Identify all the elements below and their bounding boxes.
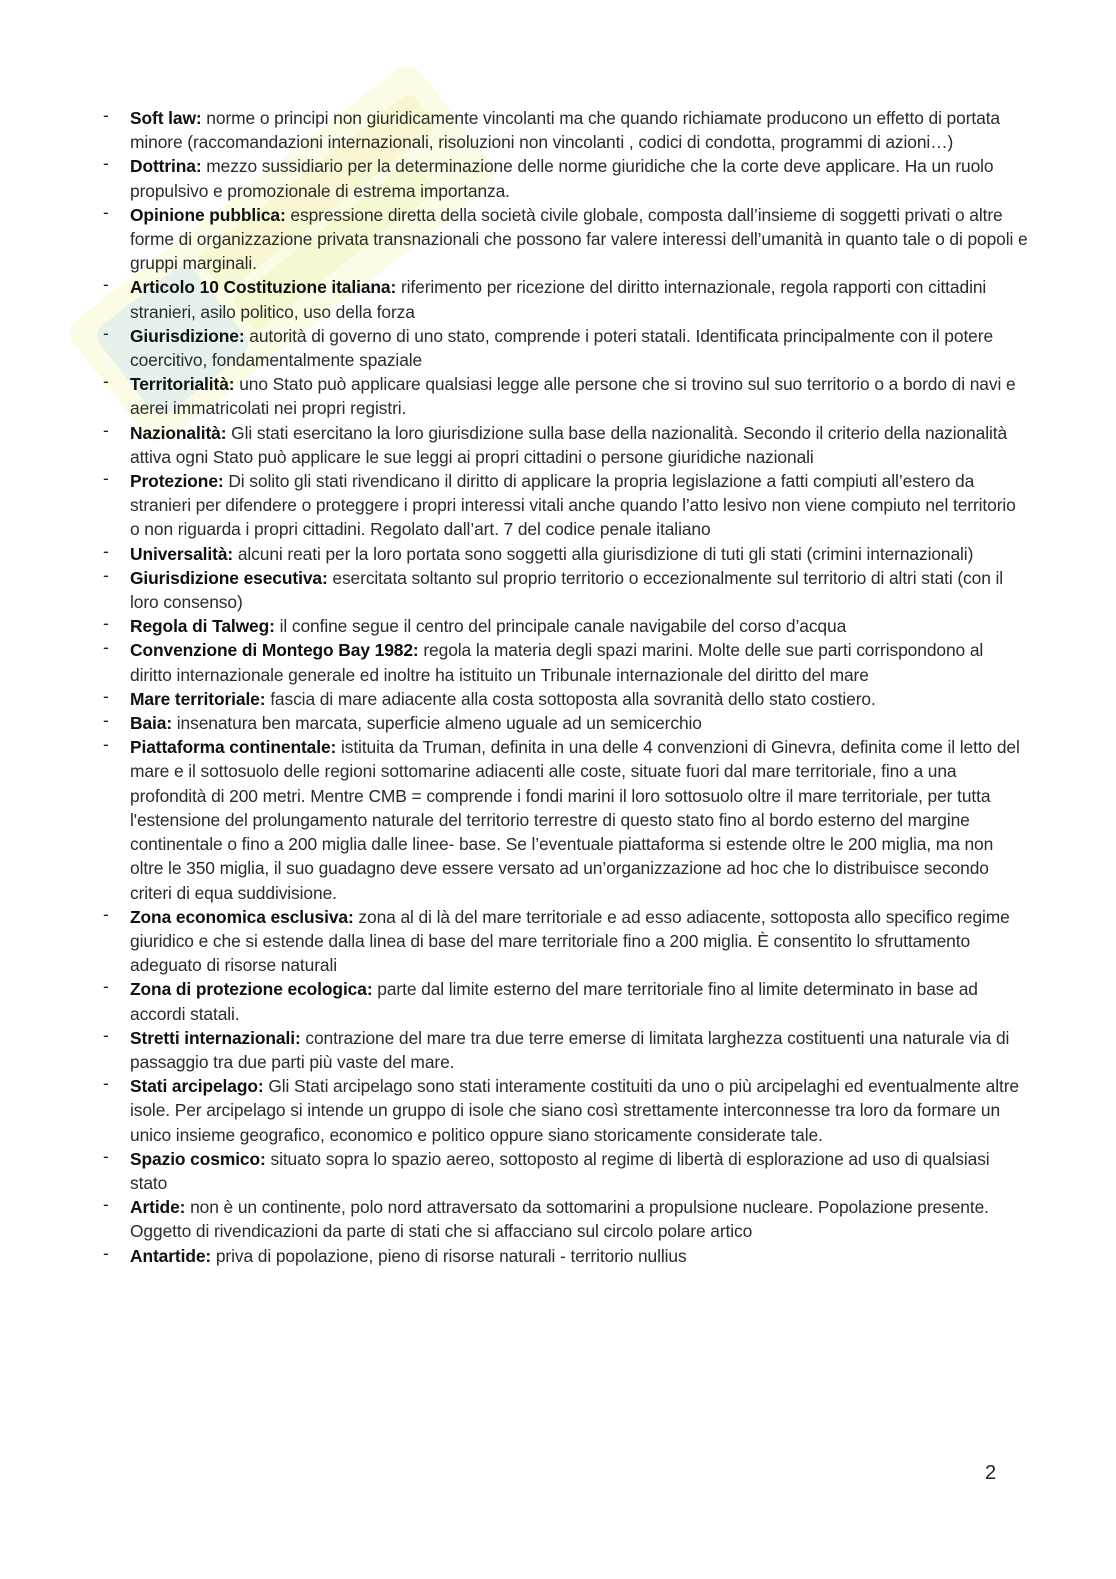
definition-text: Gli Stati arcipelago sono stati interamente costituiti da uno o più arcipelaghi ed eventualmente altre isole. Per arcipelago si intende un gruppo di isole che siano così strettamente interconnesse tra loro da formare un unico insieme geografico, economico e politico oppure siano storicamente considerate tale. bbox=[130, 1076, 1019, 1145]
definition-term: Dottrina: bbox=[130, 156, 202, 177]
bullet-dash: - bbox=[103, 371, 109, 392]
definition-entry bbox=[103, 638, 1028, 686]
definition-term: Piattaforma continentale: bbox=[130, 737, 337, 758]
bullet-dash: - bbox=[103, 1145, 109, 1166]
definition-text: fascia di mare adiacente alla costa sottoposta alla sovranità dello stato costiero. bbox=[270, 688, 876, 709]
definition-text: insenatura ben marcata, superficie almeno uguale ad un semicerchio bbox=[176, 713, 702, 734]
definition-entry bbox=[103, 324, 1028, 372]
definition-entry bbox=[103, 469, 1028, 542]
definition-term: Territorialità: bbox=[130, 374, 235, 395]
definition-text: mezzo sussidiario per la determinazione delle norme giuridiche che la corte deve applicare. Ha un ruolo propulsivo e promozionale di estrema importanza. bbox=[130, 156, 994, 201]
bullet-dash: - bbox=[103, 105, 109, 125]
definition-term: Giurisdizione esecutiva: bbox=[130, 567, 328, 588]
definition-term: Protezione: bbox=[130, 471, 224, 492]
definition-entry bbox=[103, 735, 1028, 904]
definition-entry bbox=[103, 711, 1028, 735]
definition-text: riferimento per ricezione del diritto internazionale, regola rapporti con cittadini stranieri, asilo politico, uso della forza bbox=[130, 277, 987, 322]
definition-text: autorità di governo di uno stato, comprende i poteri statali. Identificata principalmente con il potere coercitivo, fondamentalmente spaziale bbox=[130, 325, 994, 371]
bullet-dash: - bbox=[103, 685, 109, 706]
definition-text: uno Stato può applicare qualsiasi legge alle persone che si trovino sul suo territorio o a bordo di navi e aerei immatricolati nei propri registri. bbox=[130, 374, 1016, 419]
bullet-dash: - bbox=[103, 322, 109, 343]
definition-list bbox=[103, 106, 1028, 1268]
definition-entry bbox=[103, 687, 1028, 711]
definition-entry bbox=[103, 542, 1028, 566]
definition-text: alcuni reati per la loro portata sono soggetti alla giurisdizione di tuti gli stati (crimini internazionali) bbox=[237, 543, 974, 564]
bullet-dash: - bbox=[103, 976, 109, 997]
definition-entry bbox=[103, 1147, 1028, 1195]
definition-term: Antartide: bbox=[130, 1245, 212, 1266]
bullet-dash: - bbox=[103, 1073, 109, 1094]
definition-text: il confine segue il centro del principale canale navigabile del corso d’acqua bbox=[279, 616, 847, 637]
bullet-dash: - bbox=[103, 903, 109, 924]
bullet-dash: - bbox=[103, 564, 109, 585]
definition-term: Opinione pubblica: bbox=[130, 204, 286, 225]
definition-term: Baia: bbox=[130, 713, 173, 734]
bullet-dash: - bbox=[103, 637, 109, 658]
definition-term: Artide: bbox=[130, 1197, 186, 1218]
bullet-dash: - bbox=[103, 710, 109, 731]
definition-text: norme o principi non giuridicamente vincolanti ma che quando richiamate producono un effetto di portata minore (raccomandazioni internazionali, risoluzioni non vincolanti , codici di condotta, programmi di azioni…) bbox=[130, 108, 1001, 153]
bullet-dash: - bbox=[103, 274, 109, 295]
definition-text: situato sopra lo spazio aereo, sottoposto al regime di libertà di esplorazione ad uso di qualsiasi stato bbox=[130, 1148, 990, 1193]
definition-entry bbox=[103, 106, 1028, 154]
definition-entry bbox=[103, 1074, 1028, 1147]
definition-term: Soft law: bbox=[130, 108, 202, 128]
definition-entry bbox=[103, 275, 1028, 323]
bullet-dash: - bbox=[103, 1194, 109, 1215]
bullet-dash: - bbox=[103, 613, 109, 634]
definition-term: Articolo 10 Costituzione italiana: bbox=[130, 277, 397, 298]
definition-text: non è un continente, polo nord attraversato da sottomarini a propulsione nucleare. Popolazione presente. Oggetto di rivendicazioni da parte di stati che si affacciano sul circolo polare artico bbox=[130, 1197, 989, 1242]
bullet-dash: - bbox=[103, 153, 109, 174]
bullet-dash: - bbox=[103, 468, 109, 489]
bullet-dash: - bbox=[103, 1242, 109, 1263]
definition-entry bbox=[103, 203, 1028, 276]
definition-entry bbox=[103, 1026, 1028, 1074]
definition-entry bbox=[103, 372, 1028, 420]
definition-term: Spazio cosmico: bbox=[130, 1148, 266, 1169]
definition-entry bbox=[103, 977, 1028, 1025]
definition-term: Giurisdizione: bbox=[130, 325, 245, 346]
bullet-dash: - bbox=[103, 1024, 109, 1045]
definition-entry bbox=[103, 614, 1028, 638]
definition-text: priva di popolazione, pieno di risorse naturali - territorio nullius bbox=[215, 1245, 687, 1266]
definition-term: Zona di protezione ecologica: bbox=[130, 979, 373, 1000]
definition-entry bbox=[103, 905, 1028, 978]
definition-term: Convenzione di Montego Bay 1982: bbox=[130, 640, 419, 661]
bullet-dash: - bbox=[103, 734, 109, 755]
definition-text: espressione diretta della società civile globale, composta dall’insieme di soggetti privati o altre forme di organizzazione privata transnazionali che possono far valere interessi dell’umanità in quanto tale o di popoli e gruppi marginali. bbox=[130, 204, 1028, 274]
definition-term: Mare territoriale: bbox=[130, 688, 266, 709]
definition-term: Regola di Talweg: bbox=[130, 616, 275, 637]
definition-text: Di solito gli stati rivendicano il diritto di applicare la propria legislazione a fatti compiuti all’estero da stranieri per difendere o proteggere i propri interessi vitali anche quando l’atto lesivo non viene compiuto nel territorio o non riguarda i propri cittadini. Regolato dall’art. 7 del codice penale italiano bbox=[130, 471, 1016, 540]
definition-entry bbox=[103, 421, 1028, 469]
definition-term: Stretti internazionali: bbox=[130, 1027, 301, 1048]
bullet-dash: - bbox=[103, 419, 109, 440]
definition-entry bbox=[103, 566, 1028, 614]
definition-text: istituita da Truman, definita in una delle 4 convenzioni di Ginevra, definita come il letto del mare e il sottosuolo delle regioni sottomarine adiacenti alle coste, situate fuori dal mare territoriale, fino a una profondità di 200 metri. Mentre CMB = comprende i fondi marini il loro sottosuolo oltre il mare territoriale, per tutta l'estensione del prolungamento naturale del territorio terrestre di questo stato fino al bordo esterno del margine continentale o fino a 200 miglia dalle linee- base. Se l’eventuale piattaforma si estende oltre le 200 miglia, ma non oltre le 350 miglia, il suo guadagno deve essere versato ad un’organizzazione ad hoc che lo distribuisce secondo criteri di equa suddivisione. bbox=[130, 737, 1020, 903]
definition-text: parte dal limite esterno del mare territoriale fino al limite determinato in base ad accordi statali. bbox=[130, 979, 978, 1024]
definition-entry bbox=[103, 1195, 1028, 1243]
bullet-dash: - bbox=[103, 201, 109, 222]
page-number: 2 bbox=[985, 1462, 997, 1484]
definition-term: Zona economica esclusiva: bbox=[130, 906, 354, 927]
definition-term: Nazionalità: bbox=[130, 422, 227, 443]
definition-text: contrazione del mare tra due terre emerse di limitata larghezza costituenti una naturale via di passaggio tra due parti più vaste del mare. bbox=[130, 1027, 1010, 1072]
definition-entry bbox=[103, 154, 1028, 202]
definition-term: Universalità: bbox=[130, 543, 234, 564]
bullet-dash: - bbox=[103, 540, 109, 561]
definition-text: zona al di là del mare territoriale e ad esso adiacente, sottoposta allo specifico regime giuridico e che si estende dalla linea di base del mare territoriale fino a 200 miglia. È consentito lo sfruttamento adeguato di risorse naturali bbox=[130, 906, 1010, 976]
definition-entry bbox=[103, 1244, 1028, 1268]
definition-text: regola la materia degli spazi marini. Molte delle sue parti corrispondono al diritto internazionale generale ed inoltre ha istituito un Tribunale internazionale del diritto del mare bbox=[130, 640, 984, 685]
definition-text: esercitata soltanto sul proprio territorio o eccezionalmente sul territorio di altri stati (con il loro consenso) bbox=[130, 567, 1004, 613]
definition-text: Gli stati esercitano la loro giurisdizione sulla base della nazionalità. Secondo il criterio della nazionalità attiva ogni Stato può applicare le sue leggi ai propri cittadini o persone giuridiche nazionali bbox=[130, 422, 1008, 467]
definition-term: Stati arcipelago: bbox=[130, 1076, 264, 1097]
